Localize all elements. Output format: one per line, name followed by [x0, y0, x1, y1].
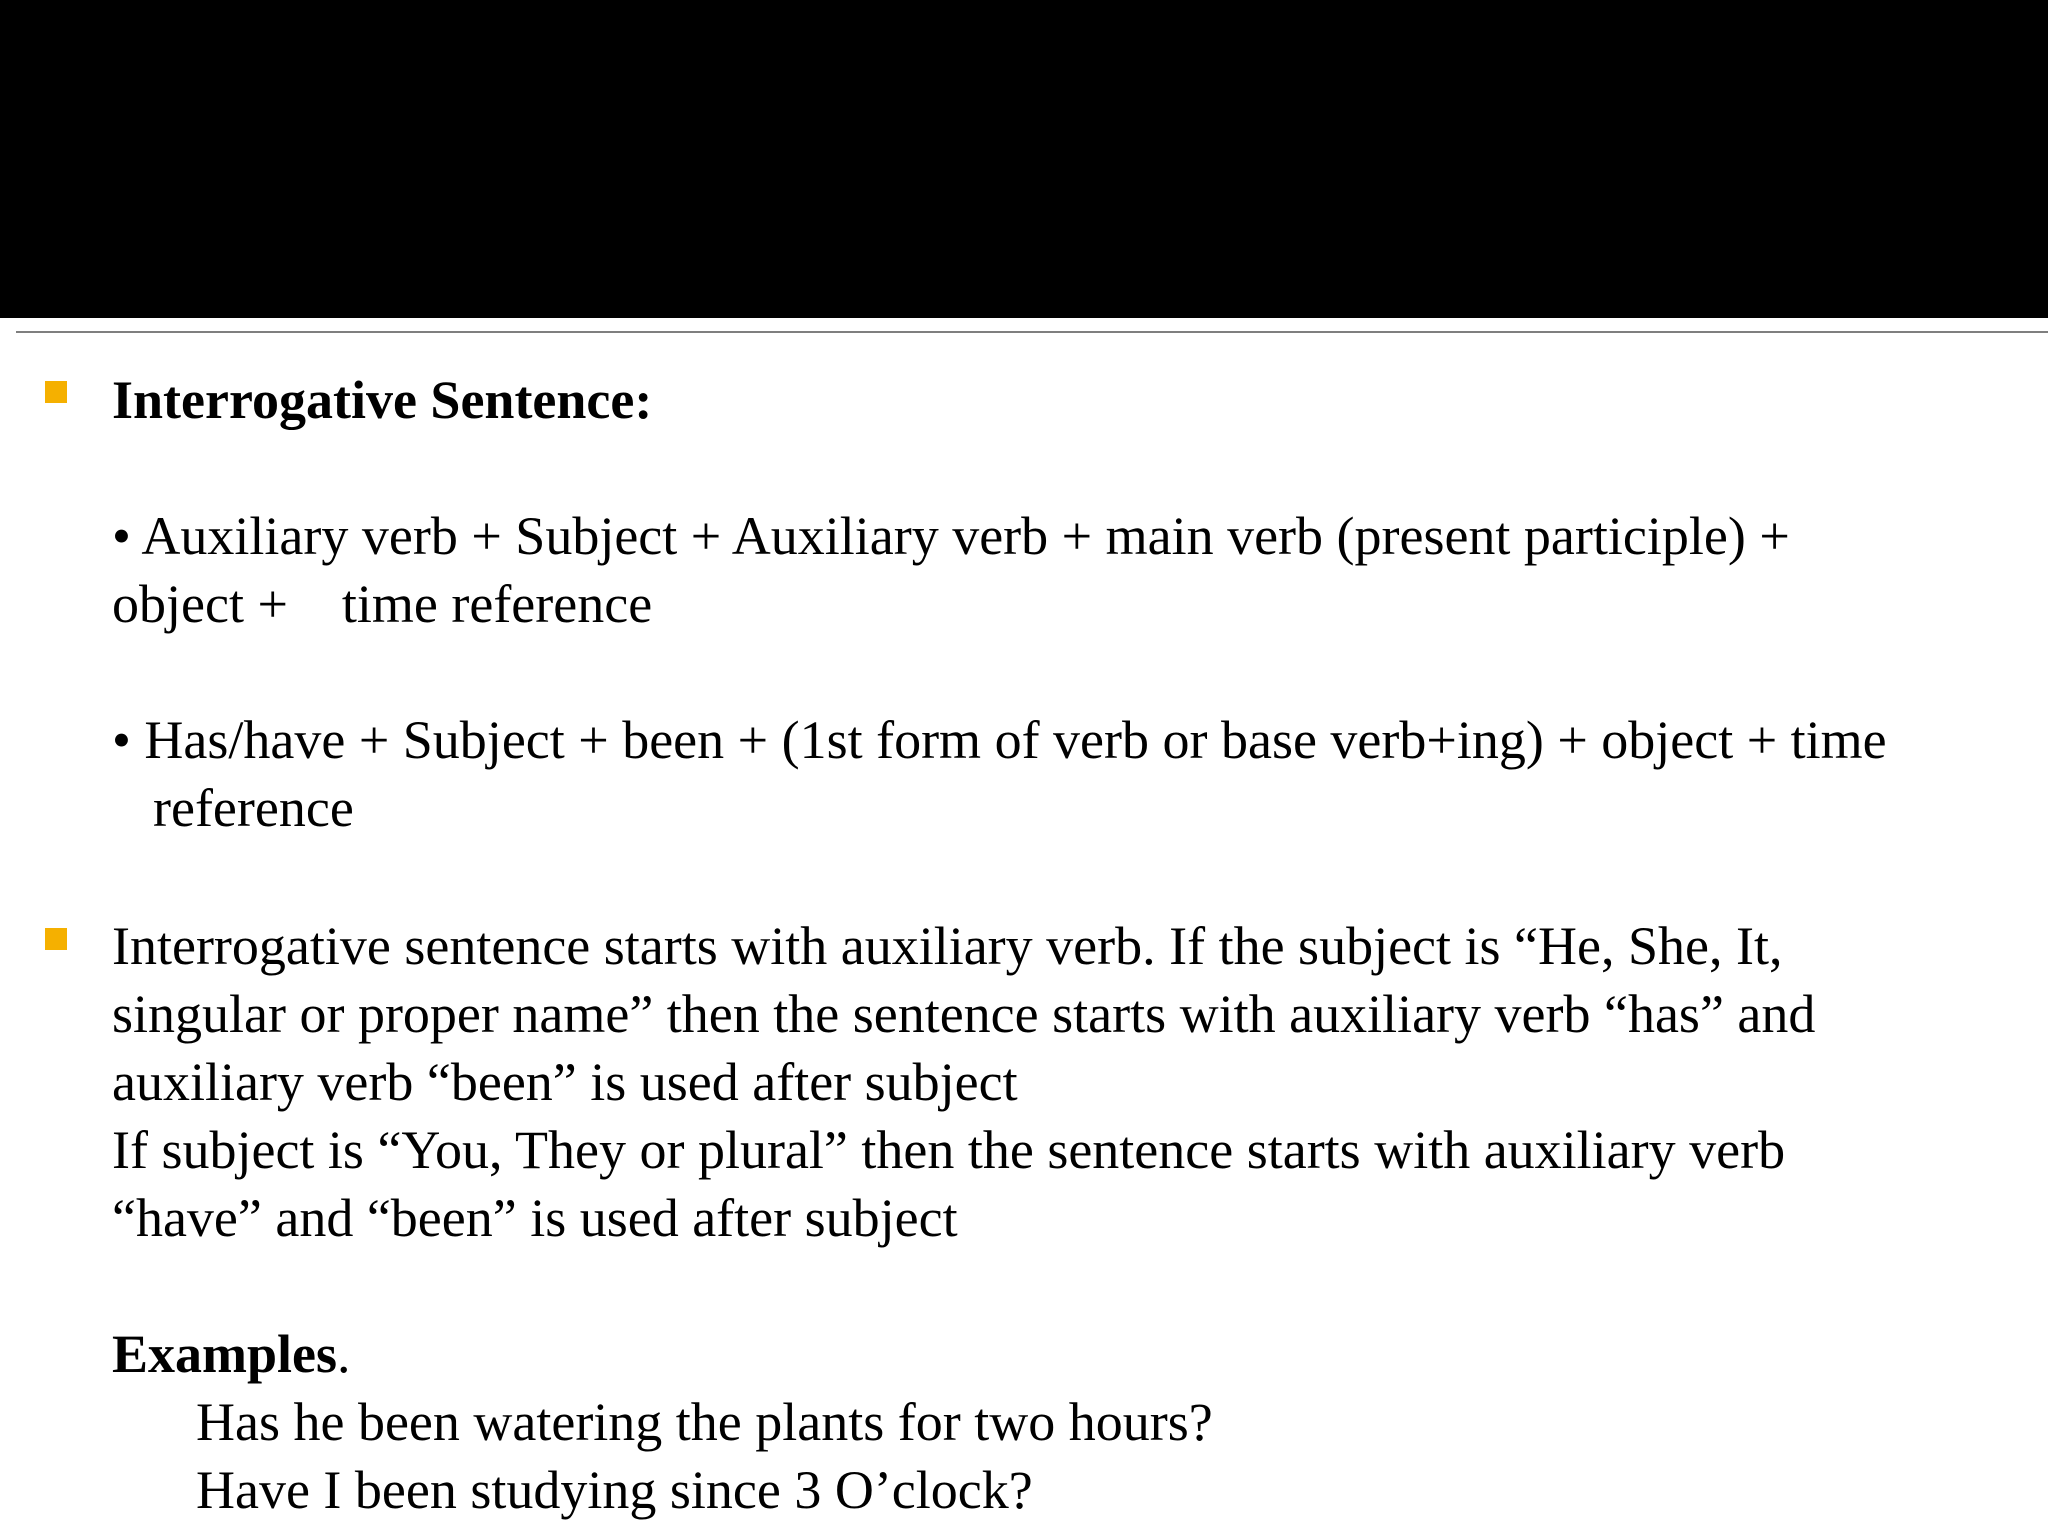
explanation-line-3: auxiliary verb “been” is used after subject — [112, 1052, 1018, 1112]
explanation-line-1: Interrogative sentence starts with auxiliary verb. If the subject is “He, She, It, — [112, 916, 1783, 976]
formula-2-line-1: • Has/have + Subject + been + (1st form of verb or base verb+ing) + object + time — [112, 710, 1887, 770]
examples-label-punct: . — [337, 1324, 351, 1384]
examples-label: Examples — [112, 1324, 338, 1384]
explanation-line-5: “have” and “been” is used after subject — [112, 1188, 958, 1248]
explanation-line-4: If subject is “You, They or plural” then the sentence starts with auxiliary verb — [112, 1120, 1786, 1180]
example-1: Has he been watering the plants for two hours? — [196, 1392, 1213, 1452]
bullet-square-icon — [45, 381, 67, 403]
heading: Interrogative Sentence: — [112, 370, 653, 430]
formula-1-line-1: • Auxiliary verb + Subject + Auxiliary verb + main verb (present participle) + — [112, 506, 1790, 566]
bullet-square-icon — [45, 928, 67, 950]
formula-1-line-2: object + time reference — [112, 574, 653, 634]
title-bar — [0, 0, 2048, 318]
divider-line — [16, 331, 2048, 333]
formula-2-line-2: reference — [153, 778, 354, 838]
example-2: Have I been studying since 3 O’clock? — [196, 1460, 1033, 1520]
explanation-line-2: singular or proper name” then the sentence starts with auxiliary verb “has” and — [112, 984, 1816, 1044]
examples-heading — [112, 1320, 351, 1388]
